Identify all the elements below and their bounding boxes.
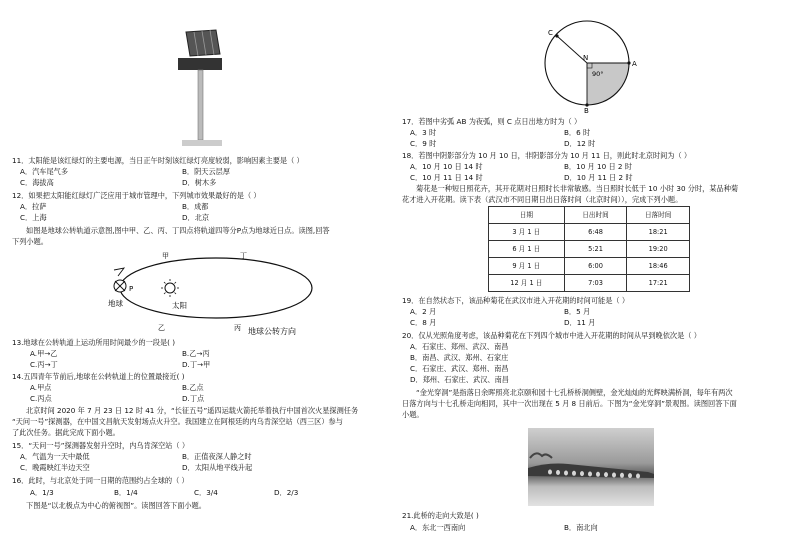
mars-intro-line-2: “天问一号”探测器，在中国文昌航天发射场点火升空。我国建立在阿根廷的内乌肯深空站（西三区）参与 <box>12 417 343 426</box>
circle-label-n: N <box>583 54 589 62</box>
question-17-stem: 17．若图中劣弧 AB 为夜弧，则 C 点日出地方时为（ ） <box>402 117 582 126</box>
table-header: 日落时间 <box>627 207 690 224</box>
question-18-stem: 18．若图中阴影部分为 10 月 10 日，非阴影部分为 10 月 11 日，则此时北京时间为（ ） <box>402 151 692 160</box>
table-row <box>489 224 690 241</box>
table-row <box>489 258 690 275</box>
table-cell: 18:46 <box>627 258 690 275</box>
question-19-option-b[interactable]: B．5 月 <box>564 307 591 316</box>
question-15-option-b[interactable]: B．正值夜深人静之时 <box>182 452 252 461</box>
question-17-option-d[interactable]: D．12 时 <box>564 139 596 148</box>
circle-label-a: A <box>632 60 637 68</box>
flower-intro-line-1: 菊花是一种短日照花卉，其开花期对日照时长非常敏感。当日照时长低于 10 小时 30 分时，某品种菊 <box>416 184 739 193</box>
question-21-option-a[interactable]: A．东北一西南向 <box>410 523 466 532</box>
orbit-intro-line-2: 下列小题。 <box>12 237 48 246</box>
seventeen-arch-bridge-photo <box>528 428 654 506</box>
question-15-option-c[interactable]: C．晚霞映红半边天空 <box>20 463 90 472</box>
table-header: 日出时间 <box>564 207 627 224</box>
question-13-option-a[interactable]: A.甲→乙 <box>30 349 58 358</box>
question-16-option-b[interactable]: B．1/4 <box>114 488 138 497</box>
flower-intro-line-2: 花才进入开花期。读下表（武汉市不同日期日出日落时间（北京时间）），完成下列小题。 <box>402 195 683 204</box>
orbit-diagram <box>100 246 330 338</box>
question-16-option-c[interactable]: C．3/4 <box>194 488 218 497</box>
question-20-option-a[interactable]: A．石家庄、郑州、武汉、南昌 <box>410 342 509 351</box>
table-cell: 9 月 1 日 <box>489 258 565 275</box>
question-13-option-d[interactable]: D.丁→甲 <box>182 360 211 369</box>
table-cell: 18:21 <box>627 224 690 241</box>
question-17-option-c[interactable]: C．9 时 <box>410 139 437 148</box>
table-cell: 6:48 <box>564 224 627 241</box>
question-18-option-c[interactable]: C．10 月 11 日 14 时 <box>410 173 483 182</box>
question-11-option-b[interactable]: B．阴天云层厚 <box>182 167 231 176</box>
table-cell: 12 月 1 日 <box>489 275 565 292</box>
circle-label-b: B <box>584 107 589 114</box>
question-15-option-d[interactable]: D．太阳从地平线升起 <box>182 463 253 472</box>
table-row <box>489 241 690 258</box>
question-19-option-a[interactable]: A．2 月 <box>410 307 437 316</box>
table-cell: 7:03 <box>564 275 627 292</box>
question-15-stem: 15．“天问一号”探测器发射升空时，内乌肯深空站（ ） <box>12 441 190 450</box>
orbit-label-sun: 太阳 <box>172 301 187 310</box>
question-16-option-d[interactable]: D．2/3 <box>274 488 299 497</box>
question-20-option-c[interactable]: C．石家庄、武汉、郑州、南昌 <box>410 364 509 373</box>
bridge-intro-line-2: 日落方向与十七孔桥走向相同，其中一次出现在 5 月 8 日前后。下图为“金光穿洞”景观图。读图回答下面 <box>402 399 737 408</box>
orbit-label-ding: 丁 <box>240 252 247 260</box>
question-14-option-b[interactable]: B.乙点 <box>182 383 204 392</box>
question-14-option-c[interactable]: C.丙点 <box>30 394 52 403</box>
question-19-stem: 19．在自然状态下，该品种菊花在武汉市进入开花期的时间可能是（ ） <box>402 296 630 305</box>
bridge-intro-line-3: 小题。 <box>402 410 424 419</box>
orbit-label-yi: 乙 <box>158 324 165 332</box>
question-18-option-b[interactable]: B．10 月 10 日 2 时 <box>564 162 632 171</box>
question-19-option-d[interactable]: D．11 月 <box>564 318 596 327</box>
question-21-stem: 21.此桥的走向大致是( ) <box>402 511 479 520</box>
question-15-option-a[interactable]: A．气温为一天中最低 <box>20 452 90 461</box>
question-18-option-a[interactable]: A．10 月 10 日 14 时 <box>410 162 483 171</box>
orbit-label-direction: 地球公转方向 <box>248 327 296 336</box>
question-11-option-d[interactable]: D．树木多 <box>182 178 217 187</box>
mars-intro-line-3: 了此次任务。据此完成下面小题。 <box>12 428 120 437</box>
question-12-option-c[interactable]: C．上海 <box>20 213 47 222</box>
question-12-stem: 12．如果把太阳能红绿灯广泛应用于城市管理中，下列城市效果最好的是（ ） <box>12 191 261 200</box>
orbit-label-bing: 丙 <box>234 324 241 332</box>
question-17-option-b[interactable]: B．6 时 <box>564 128 591 137</box>
circle-label-c: C <box>548 29 553 37</box>
question-19-option-c[interactable]: C．8 月 <box>410 318 437 327</box>
table-header-row <box>489 207 690 224</box>
table-cell: 17:21 <box>627 275 690 292</box>
question-17-option-a[interactable]: A．3 时 <box>410 128 437 137</box>
question-16-stem: 16．此时，与北京处于同一日期的范围约占全球的（ ） <box>12 476 189 485</box>
question-12-option-d[interactable]: D．北京 <box>182 213 210 222</box>
orbit-intro-line-1: 如图是地球公转轨道示意图,图中甲、乙、丙、丁四点将轨道四等分P点为地球近日点。读图,回答 <box>26 226 330 235</box>
question-11-stem: 11．太阳能是该红绿灯的主要电源，当日正午时刻该红绿灯亮度较弱，影响因素主要是（ ） <box>12 156 304 165</box>
question-13-option-b[interactable]: B.乙→丙 <box>182 349 210 358</box>
question-13-option-c[interactable]: C.丙→丁 <box>30 360 58 369</box>
sunrise-sunset-table <box>488 206 690 292</box>
question-16-option-a[interactable]: A．1/3 <box>30 488 54 497</box>
table-header: 日期 <box>489 207 565 224</box>
question-14-option-a[interactable]: A.甲点 <box>30 383 52 392</box>
table-cell: 6 月 1 日 <box>489 241 565 258</box>
question-12-option-b[interactable]: B．成都 <box>182 202 209 211</box>
question-20-option-b[interactable]: B．南昌、武汉、郑州、石家庄 <box>410 353 509 362</box>
mars-intro-line-1: 北京时间 2020 年 7 月 23 日 12 时 41 分，“长征五号”遥四运载火箭托举着执行中国首次火星探测任务 <box>26 406 359 415</box>
question-20-option-d[interactable]: D．郑州、石家庄、武汉、南昌 <box>410 375 509 384</box>
orbit-direction-arrow-icon <box>114 268 124 276</box>
bridge-intro-line-1: “金光穿洞”是指落日余晖照亮北京颐和园十七孔桥桥洞侧壁，金光灿灿的光辉映满桥洞，每年有两次 <box>416 388 733 397</box>
question-11-option-a[interactable]: A．汽车尾气多 <box>20 167 69 176</box>
orbit-label-p: P <box>129 285 134 293</box>
table-cell: 19:20 <box>627 241 690 258</box>
table-row <box>489 275 690 292</box>
table-cell: 5:21 <box>564 241 627 258</box>
question-21-option-b[interactable]: B．南北向 <box>564 523 598 532</box>
question-13-stem: 13.地球在公转轨道上运动所用时间最少的一段是( ) <box>12 338 176 347</box>
solar-traffic-light-image <box>172 28 232 150</box>
question-12-option-a[interactable]: A．拉萨 <box>20 202 47 211</box>
question-14-option-d[interactable]: D.丁点 <box>182 394 205 403</box>
table-cell: 6:00 <box>564 258 627 275</box>
earth-symbol-icon <box>114 280 126 292</box>
question-14-stem: 14.五四青年节前后,地球在公转轨道上的位置最接近( ) <box>12 372 185 381</box>
question-11-option-c[interactable]: C．海拔高 <box>20 178 54 187</box>
pole-view-intro: 下图是“以北极点为中心的俯视图”。读图回答下面小题。 <box>26 501 206 510</box>
orbit-label-jia: 甲 <box>162 252 169 260</box>
question-20-stem: 20．仅从光照角度考虑，该品种菊花在下列四个城市中进入开花期的时间从早到晚依次是（ ） <box>402 331 701 340</box>
circle-label-angle: 90° <box>592 70 604 78</box>
polar-view-diagram <box>532 18 642 114</box>
orbit-label-earth: 地球 <box>108 299 123 308</box>
sun-icon <box>161 279 179 297</box>
table-cell: 3 月 1 日 <box>489 224 565 241</box>
question-18-option-d[interactable]: D．10 月 11 日 2 时 <box>564 173 633 182</box>
